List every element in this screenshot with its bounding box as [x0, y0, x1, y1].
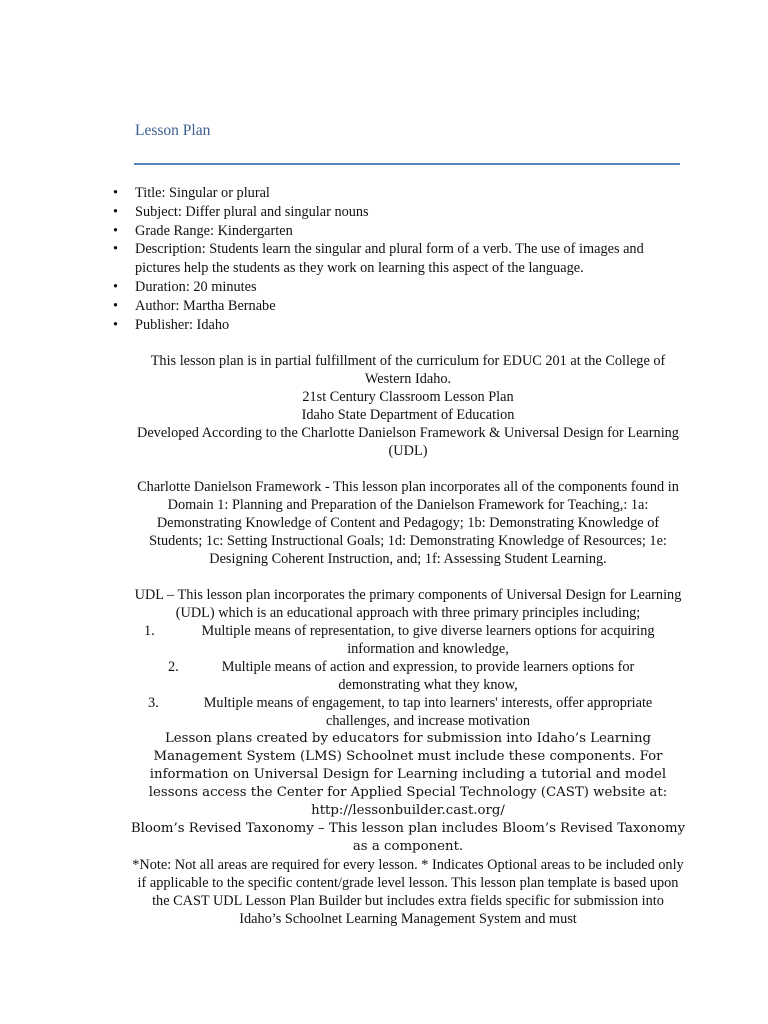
- udl-principle-item: [130, 622, 686, 658]
- udl-principle-item: [130, 694, 686, 730]
- department-line: Idaho State Department of Education: [301, 407, 515, 423]
- udl-intro-paragraph: UDL – This lesson plan incorporates the primary components of Universal Design for Learning (UDL) which is an educational approach with three primary principles including;: [134, 587, 682, 621]
- list-item: [113, 222, 683, 241]
- bullet-icon: •: [113, 316, 119, 333]
- list-item: [113, 297, 683, 316]
- bullet-icon: •: [113, 185, 119, 201]
- bloom-paragraph: Bloom’s Revised Taxonomy – This lesson plan includes Bloom’s Revised Taxonomy as a component.: [130, 821, 686, 854]
- list-item-text: Duration: 20 minutes: [135, 278, 257, 295]
- bullet-icon: •: [113, 278, 119, 295]
- list-item: [113, 240, 683, 278]
- paragraph-spacer: [130, 460, 686, 478]
- plan-name-line: 21st Century Classroom Lesson Plan: [302, 389, 514, 405]
- danielson-paragraph: Charlotte Danielson Framework - This lesson plan incorporates all of the components found in Domain 1: Planning and Preparation of the Danielson Framework for Teaching,: 1a: Demonstrating Knowledge of Content and Pedagogy; 1b: Demonstrating Knowledge of Students; 1c: Setting Instructional Goals; 1d: Demonstrating Knowledge of Resources; 1e: Designing Coherent Instruction, and; 1f: Assessing Student Learning.: [137, 479, 679, 567]
- lms-paragraph: Lesson plans created by educators for submission into Idaho’s Learning Management System (LMS) Schoolnet must include these components. For information on Universal Design for Learning including a tutorial and model lessons access the Center for Applied Special Technology (CAST) website at: http://lessonbuilder.cast.org/: [148, 731, 668, 818]
- title-divider: [134, 163, 680, 165]
- udl-principle-item: [130, 658, 686, 694]
- list-item: [113, 278, 683, 297]
- principle-number: 1.: [144, 623, 155, 639]
- bullet-icon: •: [113, 241, 119, 258]
- principle-text: Multiple means of representation, to give diverse learners options for acquiring information and knowledge,: [201, 623, 655, 657]
- list-item-text: Title: Singular or plural: [135, 185, 270, 201]
- principle-text: Multiple means of engagement, to tap into learners' interests, offer appropriate challenges, and increase motivation: [203, 695, 653, 729]
- page-title: Lesson Plan: [135, 122, 211, 139]
- note-paragraph: *Note: Not all areas are required for every lesson. * Indicates Optional areas to be included only if applicable to the specific content/grade level lesson. This lesson plan template is based upon the CAST UDL Lesson Plan Builder but includes extra fields specific for submission into Idaho’s Schoolnet Learning Management System and must: [132, 857, 684, 927]
- principle-number: 2.: [168, 659, 179, 675]
- paragraph-spacer: [130, 568, 686, 586]
- list-item: [113, 316, 683, 335]
- list-item-text: Author: Martha Bernabe: [135, 297, 276, 314]
- bullet-icon: •: [113, 203, 119, 220]
- developed-line: Developed According to the Charlotte Danielson Framework & Universal Design for Learning (UDL): [137, 425, 679, 459]
- bullet-icon: •: [113, 297, 119, 314]
- lesson-info-list: [113, 184, 683, 334]
- list-item-text: Description: Students learn the singular and plural form of a verb. The use of images and pictures help the students as they work on learning this aspect of the language.: [135, 241, 644, 277]
- document-body: [130, 352, 686, 928]
- list-item: [113, 203, 683, 222]
- list-item-text: Publisher: Idaho: [135, 316, 230, 333]
- list-item-text: Grade Range: Kindergarten: [135, 222, 293, 239]
- principle-number: 3.: [148, 695, 159, 711]
- list-item: [113, 184, 683, 203]
- list-item-text: Subject: Differ plural and singular nouns: [135, 203, 369, 220]
- fulfillment-paragraph: This lesson plan is in partial fulfillment of the curriculum for EDUC 201 at the College of Western Idaho.: [150, 353, 666, 387]
- bullet-icon: •: [113, 222, 119, 239]
- principle-text: Multiple means of action and expression, to provide learners options for demonstrating what they know,: [221, 659, 635, 693]
